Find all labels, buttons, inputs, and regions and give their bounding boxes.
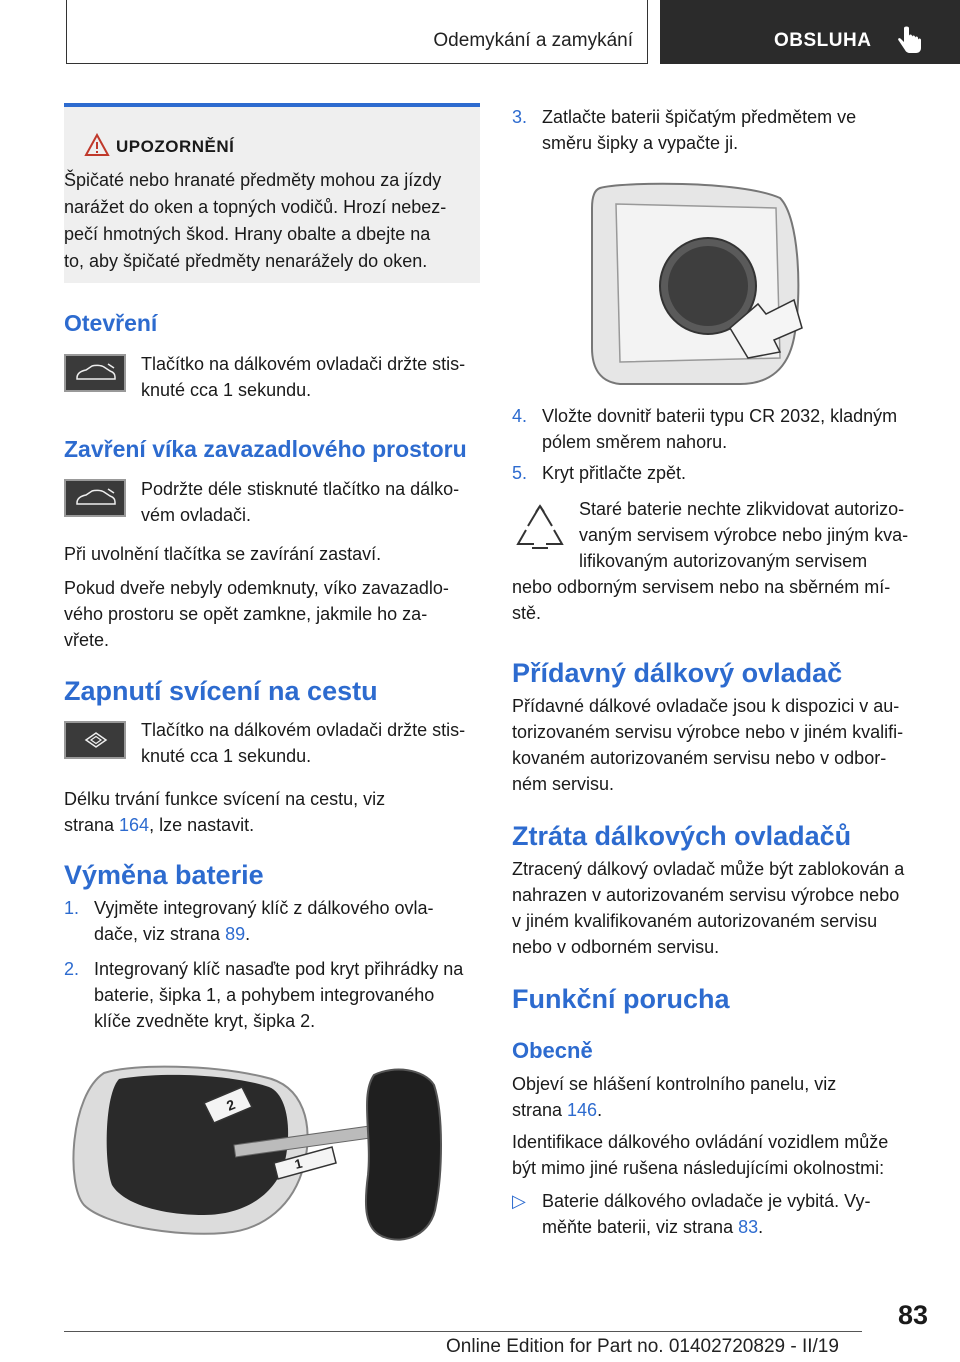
heading-svetla: Zapnutí svícení na cestu bbox=[64, 676, 378, 706]
svetla-text bbox=[141, 717, 465, 769]
text-line: Identifikace dálkového ovládání vozidlem může bbox=[512, 1132, 889, 1152]
text-line bbox=[512, 1097, 836, 1123]
header-section-box bbox=[66, 0, 648, 64]
key-fob-illustration bbox=[64, 1055, 482, 1255]
warning-triangle-icon bbox=[84, 133, 110, 157]
warning-line: narážet do oken a topných vodičů. Hrozí nebez- bbox=[64, 197, 447, 217]
text-line: nebo odborným servisem nebo na sběrném mí- bbox=[512, 577, 891, 597]
step-number: 5. bbox=[512, 463, 528, 483]
text-line: Baterie dálkového ovladače je vybitá. Vy- bbox=[542, 1191, 871, 1211]
text-span: , lze nastavit. bbox=[149, 815, 255, 835]
heading-ztrata: Ztráta dálkových ovladačů bbox=[512, 821, 852, 851]
battery-illustration bbox=[580, 178, 810, 390]
trunk-button-image bbox=[64, 354, 126, 392]
text-line: baterie, šipka 1, a pohybem integrovaného bbox=[94, 985, 435, 1005]
warning-text bbox=[64, 167, 480, 275]
text-line: Tlačítko na dálkovém ovladači držte stis- bbox=[141, 354, 466, 374]
trunk-button-image bbox=[64, 479, 126, 517]
text-line: vého prostoru se opět zamkne, jakmile ho za- bbox=[64, 604, 428, 624]
page-number: 83 bbox=[898, 1300, 929, 1330]
text-line: ném servisu. bbox=[512, 774, 615, 794]
text-line: lifikovaným autorizovaným servisem bbox=[579, 551, 868, 571]
text-span: měňte baterii, viz strana bbox=[542, 1217, 739, 1237]
text-line: nahrazen v autorizovaném servisu výrobce nebo bbox=[512, 885, 900, 905]
text-line: Přídavné dálkové ovladače jsou k dispozici v au- bbox=[512, 696, 900, 716]
warning-title: UPOZORNĚNÍ bbox=[116, 137, 235, 156]
text-line: být mimo jiné rušena následujícími okolnostmi: bbox=[512, 1158, 885, 1178]
heading-otevreni: Otevření bbox=[64, 310, 158, 336]
text-line: vém ovladači. bbox=[141, 505, 252, 525]
text-line: v jiném kvalifikovaném autorizovaném servisu bbox=[512, 911, 878, 931]
text-line: Ztracený dálkový ovladač může být zablokován a bbox=[512, 859, 905, 879]
step-number: 3. bbox=[512, 107, 528, 127]
footer-divider bbox=[64, 1331, 862, 1332]
recyklace-text-cont bbox=[512, 574, 890, 626]
pointing-hand-icon bbox=[896, 26, 924, 56]
header-chapter-title: OBSLUHA bbox=[774, 30, 872, 51]
text-line: Podržte déle stisknuté tlačítko na dálko- bbox=[141, 479, 460, 499]
heading-zavreni: Zavření víka zavazadlového prostoru bbox=[64, 436, 467, 462]
text-line: Zatlačte baterii špičatým předmětem ve bbox=[542, 107, 857, 127]
text-line: Pokud dveře nebyly odemknuty, víko zavazadlo- bbox=[64, 578, 449, 598]
step-number: 4. bbox=[512, 406, 528, 426]
warning-line: to, aby špičaté předměty nenarážely do oken. bbox=[64, 251, 428, 271]
step-text bbox=[542, 104, 942, 156]
diamond-light-icon bbox=[74, 729, 118, 751]
text-line: pólem směrem nahoru. bbox=[542, 432, 728, 452]
text-line: knuté cca 1 sekundu. bbox=[141, 380, 312, 400]
zavreni-text bbox=[141, 476, 459, 528]
text-line: Tlačítko na dálkovém ovladači držte stis- bbox=[141, 720, 466, 740]
heading-obecne: Obecně bbox=[512, 1038, 593, 1063]
text-line: vřete. bbox=[64, 630, 110, 650]
pridavny-text bbox=[512, 693, 903, 797]
step-text bbox=[542, 403, 942, 455]
page-link-83[interactable]: 83 bbox=[738, 1217, 759, 1237]
text-line: Vložte dovnitř baterii typu CR 2032, kladným bbox=[542, 406, 898, 426]
recycling-icon bbox=[512, 502, 568, 554]
step-text bbox=[94, 895, 494, 947]
text-line: knuté cca 1 sekundu. bbox=[141, 746, 312, 766]
text-span: strana bbox=[64, 815, 120, 835]
zavreni-note: Při uvolnění tlačítka se zavírání zastaví. bbox=[64, 544, 382, 564]
text-span: strana bbox=[512, 1100, 568, 1120]
warning-line: pečí hmotných škod. Hrany obalte a dbejte na bbox=[64, 224, 431, 244]
text-line: torizovaném servisu výrobce nebo v jiném kvalifi- bbox=[512, 722, 904, 742]
heading-pridavny: Přídavný dálkový ovladač bbox=[512, 658, 843, 688]
warning-box bbox=[64, 103, 480, 283]
step-number: 2. bbox=[64, 959, 80, 979]
text-line: Délku trvání funkce svícení na cestu, viz bbox=[64, 789, 386, 809]
arrow-label-2: 2 bbox=[224, 1096, 238, 1114]
text-span: dače, viz strana bbox=[94, 924, 226, 944]
text-line: Staré baterie nechte zlikvidovat autorizo- bbox=[579, 499, 905, 519]
text-line: Integrovaný klíč nasaďte pod kryt přihrádky na bbox=[94, 959, 464, 979]
arrow-label-1: 1 bbox=[293, 1155, 304, 1172]
text-line bbox=[94, 921, 494, 947]
car-trunk-icon bbox=[74, 362, 118, 384]
page-link-164[interactable]: 164 bbox=[119, 815, 150, 835]
text-line: Vyjměte integrovaný klíč z dálkového ovla- bbox=[94, 898, 434, 918]
text-line: vaným servisem výrobce nebo jiným kva- bbox=[579, 525, 909, 545]
footer-edition: Online Edition for Part no. 01402720829 - II/19 bbox=[446, 1336, 839, 1357]
text-line: kovaném autorizovaném servisu nebo v odbor- bbox=[512, 748, 887, 768]
text-span: . bbox=[597, 1100, 603, 1120]
ztrata-text bbox=[512, 856, 904, 960]
light-button-image bbox=[64, 721, 126, 759]
page-link-89[interactable]: 89 bbox=[225, 924, 246, 944]
text-line: nebo v odborném servisu. bbox=[512, 937, 720, 957]
heading-baterie: Výměna baterie bbox=[64, 860, 264, 890]
bullet-marker: ▷ bbox=[512, 1191, 526, 1211]
text-span: . bbox=[758, 1217, 764, 1237]
warning-line: Špičaté nebo hranaté předměty mohou za jízdy bbox=[64, 170, 442, 190]
page-link-146[interactable]: 146 bbox=[567, 1100, 598, 1120]
text-line: klíče zvedněte kryt, šipka 2. bbox=[94, 1011, 316, 1031]
text-span: . bbox=[245, 924, 251, 944]
recyklace-text bbox=[579, 496, 908, 574]
step-number: 1. bbox=[64, 898, 80, 918]
zavreni-paragraph bbox=[64, 575, 449, 653]
text-line: Objeví se hlášení kontrolního panelu, viz bbox=[512, 1074, 837, 1094]
heading-porucha: Funkční porucha bbox=[512, 984, 730, 1014]
otevreni-text bbox=[141, 351, 465, 403]
step-text bbox=[542, 460, 942, 486]
porucha-paragraph-2 bbox=[512, 1129, 888, 1181]
text-line bbox=[542, 1214, 942, 1240]
text-line: Kryt přitlačte zpět. bbox=[542, 463, 687, 483]
step-text bbox=[94, 956, 494, 1034]
text-line: směru šipky a vypačte ji. bbox=[542, 133, 739, 153]
porucha-paragraph-1 bbox=[512, 1071, 836, 1123]
text-line: stě. bbox=[512, 603, 542, 623]
car-trunk-icon bbox=[74, 487, 118, 509]
text-line bbox=[64, 812, 385, 838]
header-section-title: Odemykání a zamykání bbox=[433, 30, 633, 51]
svetla-paragraph bbox=[64, 786, 385, 838]
bullet-text bbox=[542, 1188, 942, 1240]
